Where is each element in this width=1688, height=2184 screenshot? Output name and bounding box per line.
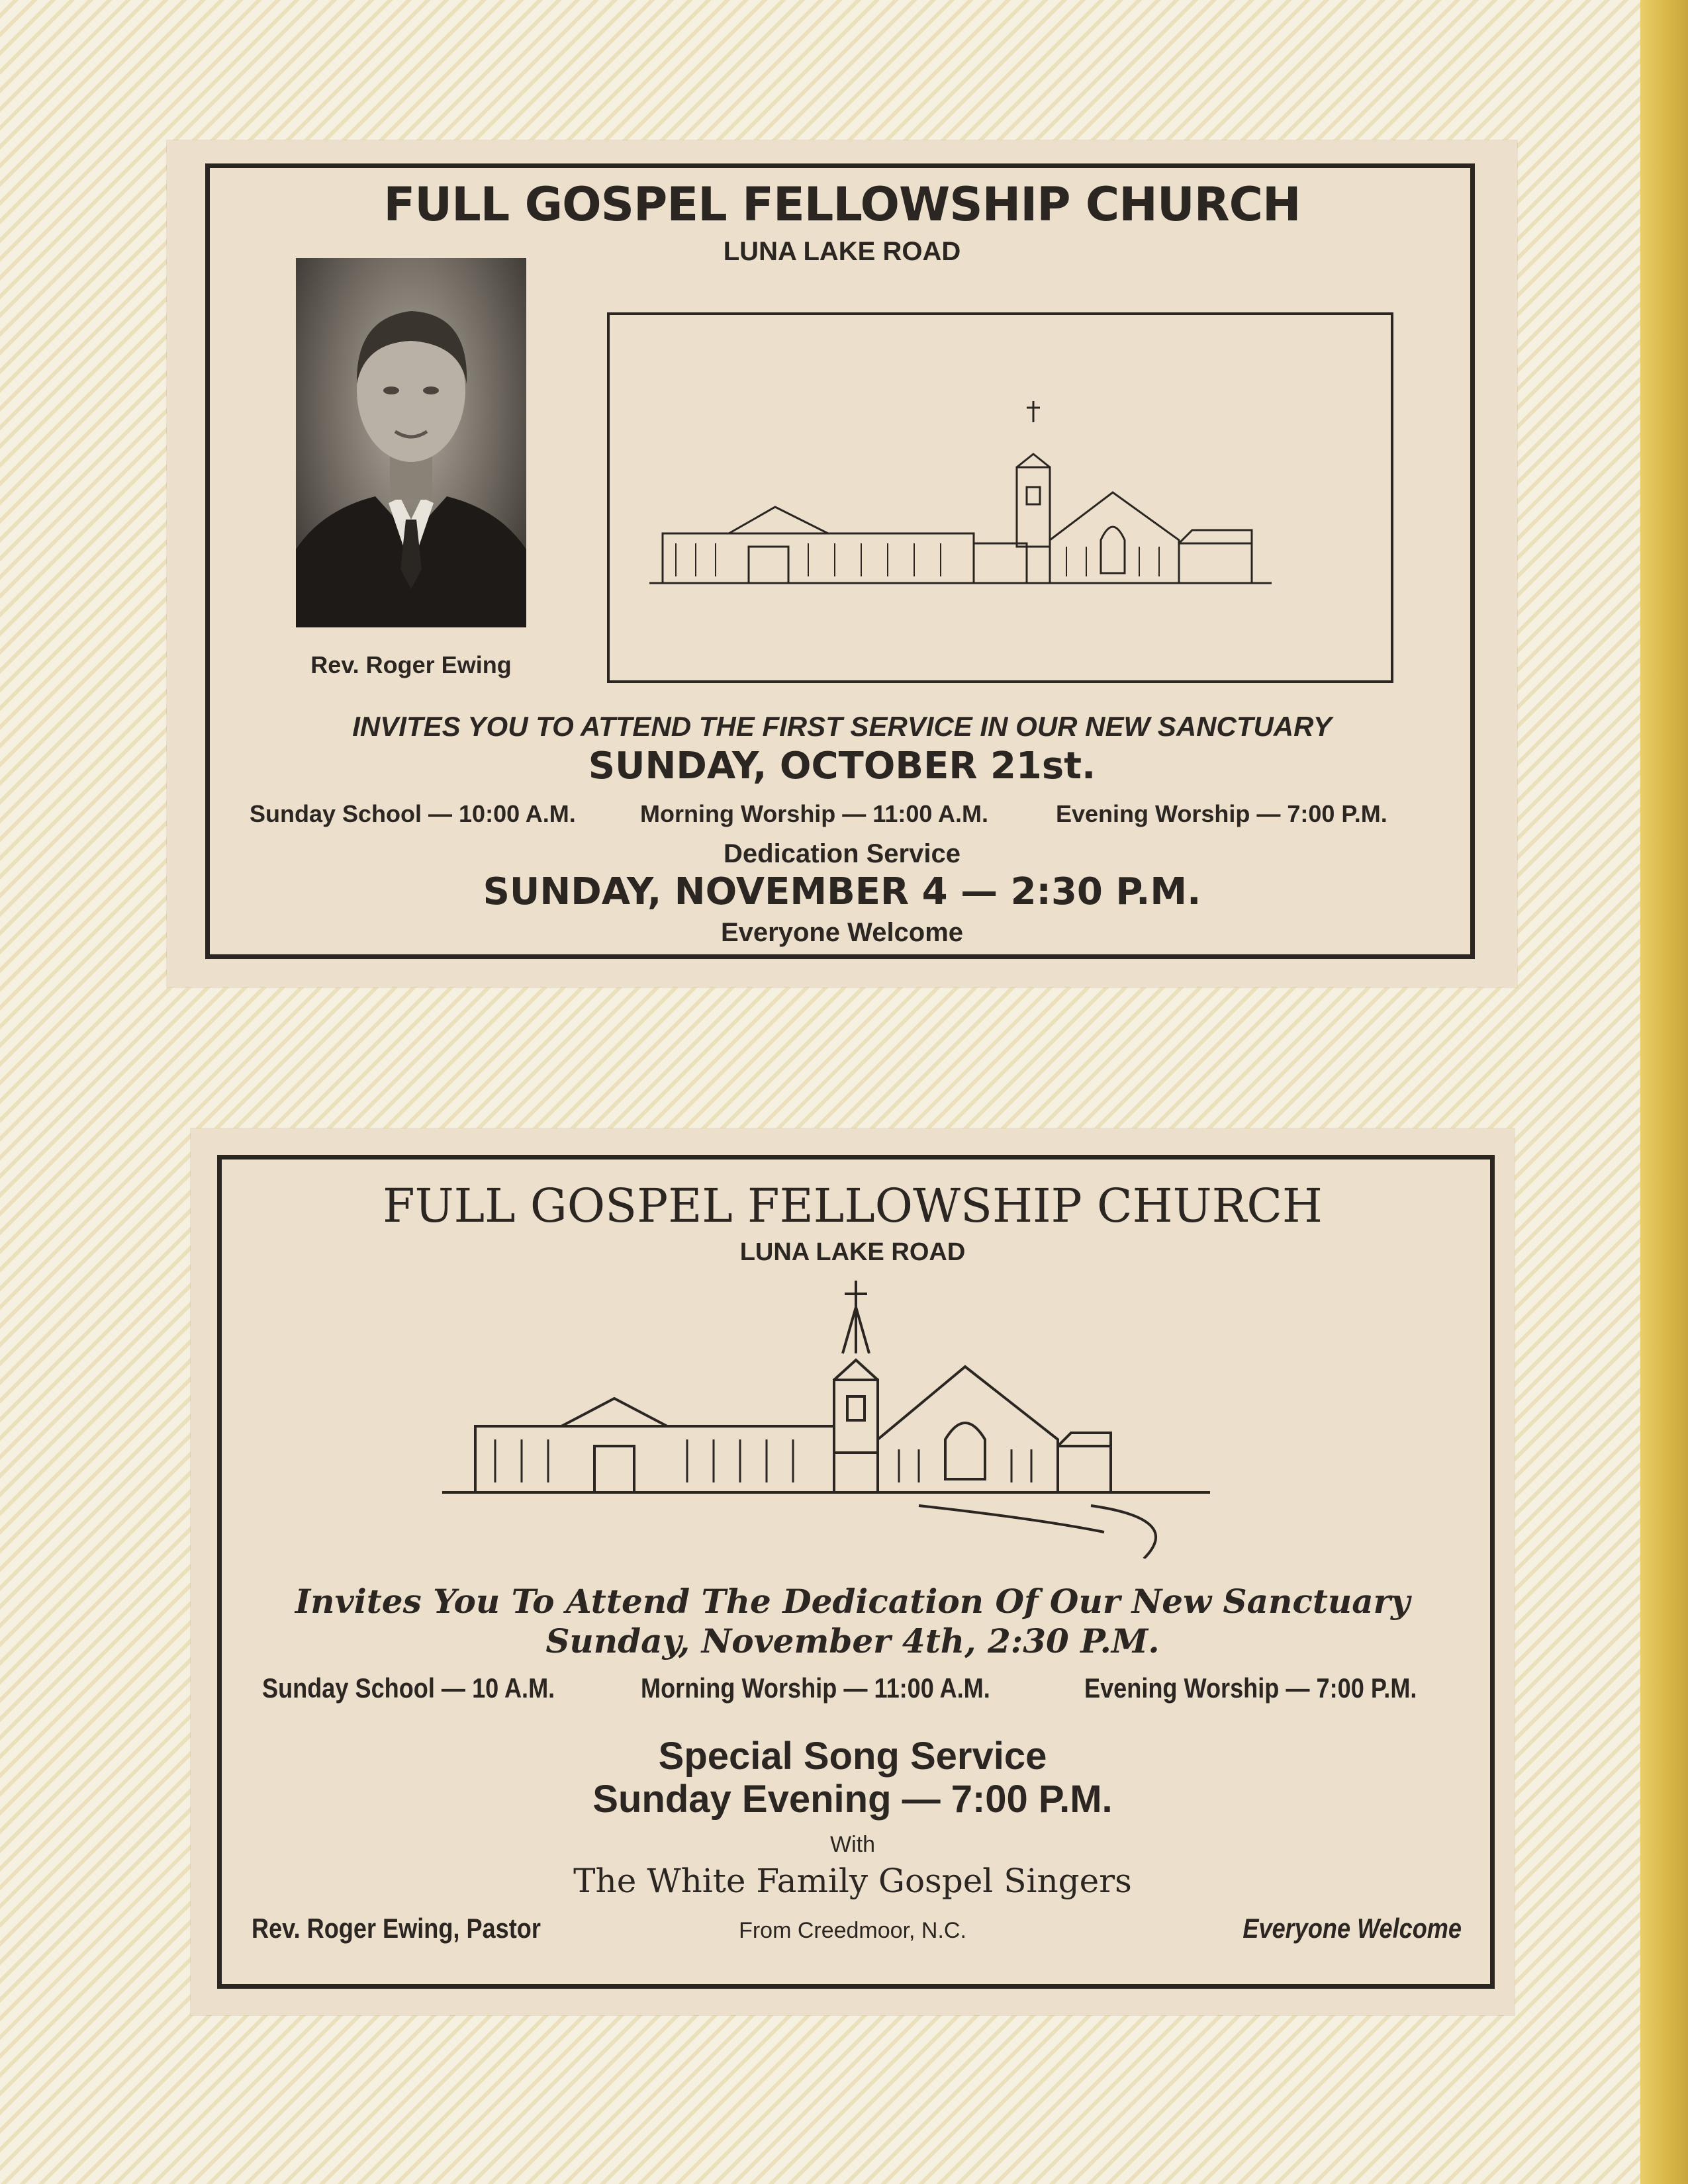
schedule-morning-worship: Morning Worship — 11:00 A.M. [640, 800, 989, 827]
welcome-line: Everyone Welcome [720, 918, 964, 947]
pastor-caption: Rev. Roger Ewing [310, 651, 512, 678]
pastor-portrait-image [296, 258, 526, 627]
church-building-sketch [442, 1281, 1263, 1559]
with-label: With [830, 1832, 875, 1857]
church-building-sketch [610, 315, 1391, 680]
dedication-date: SUNDAY, NOVEMBER 4 — 2:30 P.M. [483, 870, 1201, 913]
schedule-evening-worship: Evening Worship — 7:00 P.M. [1056, 800, 1387, 827]
schedule-sunday-school: Sunday School — 10 A.M. [262, 1672, 555, 1704]
church-sketch-frame [607, 312, 1393, 683]
invite-line: INVITES YOU TO ATTEND THE FIRST SERVICE IN OUR NEW SANCTUARY [352, 711, 1332, 742]
schedule-evening-worship: Evening Worship — 7:00 P.M. [1084, 1672, 1417, 1704]
road-subtitle: LUNA LAKE ROAD [739, 1238, 966, 1266]
church-title: FULL GOSPEL FELLOWSHIP CHURCH [383, 177, 1301, 232]
dedication-date: Sunday, November 4th, 2:30 P.M. [545, 1621, 1160, 1661]
first-service-date: SUNDAY, OCTOBER 21st. [588, 745, 1096, 788]
schedule-sunday-school: Sunday School — 10:00 A.M. [250, 800, 576, 827]
pastor-name: Rev. Roger Ewing, Pastor [252, 1913, 541, 1944]
singers-name: The White Family Gospel Singers [573, 1862, 1132, 1900]
church-title: FULL GOSPEL FELLOWSHIP CHURCH [383, 1179, 1323, 1233]
singers-origin: From Creedmoor, N.C. [739, 1918, 966, 1943]
scrapbook-page-edge [1640, 0, 1688, 2184]
invite-line: Invites You To Attend The Dedication Of Our New Sanctuary [295, 1582, 1411, 1621]
dedication-label: Dedication Service [724, 839, 961, 868]
special-song-service: Special Song Service [658, 1735, 1047, 1778]
schedule-morning-worship: Morning Worship — 11:00 A.M. [641, 1672, 990, 1704]
newspaper-clipping-first-service [167, 140, 1517, 987]
welcome-line: Everyone Welcome [1243, 1913, 1462, 1944]
road-subtitle: LUNA LAKE ROAD [723, 237, 961, 266]
special-song-time: Sunday Evening — 7:00 P.M. [592, 1778, 1113, 1821]
pastor-photo [296, 258, 526, 627]
newspaper-clipping-dedication [191, 1128, 1515, 2015]
